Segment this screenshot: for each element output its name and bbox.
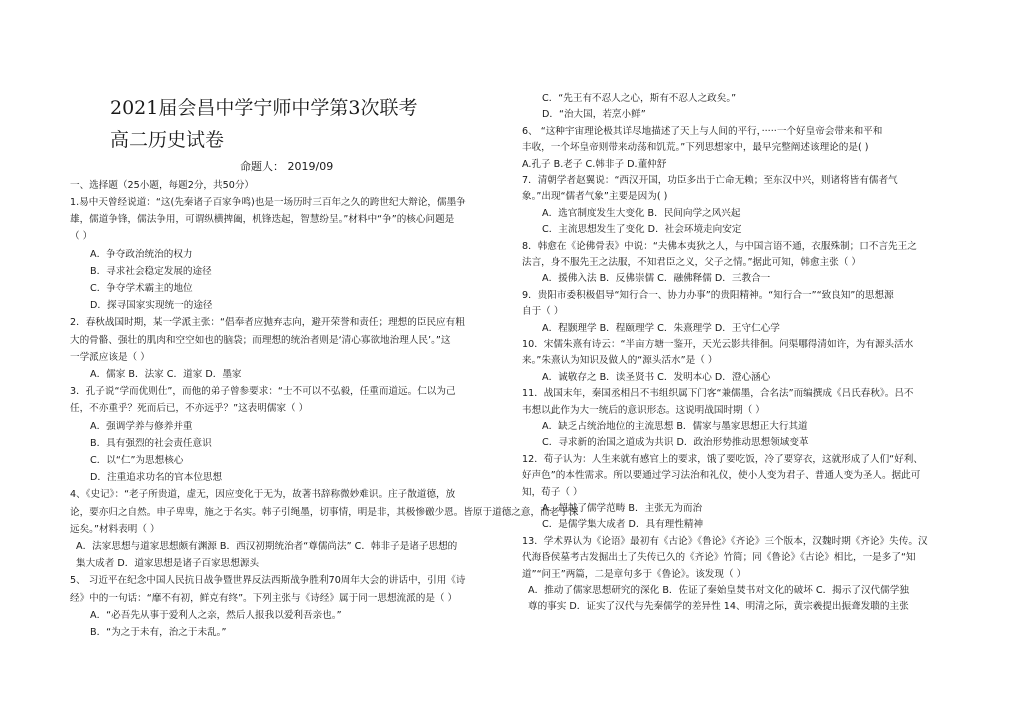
question-line: 任，不亦重乎？死而后已，不亦远乎？”这表明儒家（ ） xyxy=(70,403,309,415)
question-line: 13．学术界认为《论语》最初有《古论》《鲁论》《齐论》三个版本，汉魏时期《齐论》失传。汉 xyxy=(522,535,928,547)
question-line: A.孔子 B.老子 C.韩非子 D.董仲舒 xyxy=(522,158,667,170)
question-line: A．儒家 B．法家 C．道家 D．墨家 xyxy=(90,369,242,380)
question-line: A．选官制度发生大变化 B．民间向学之风兴起 xyxy=(542,207,741,219)
question-line: D．探寻国家实现统一的途径 xyxy=(90,300,213,312)
question-line: 7．清朝学者赵翼说：“西汉开国，功臣多出于亡命无赖；至东汉中兴，则诸将皆有儒者气 xyxy=(522,175,898,186)
question-line: A．法家思想与道家思想颇有渊源 B．西汉初期统治者“尊儒尚法” C．韩非子是诸子思想的 xyxy=(76,541,458,552)
question-line: 11．战国末年，秦国丞相吕不韦组织属下门客“兼儒墨，合名法”而编撰成《吕氏春秋》。吕不 xyxy=(522,388,914,400)
question-line: 大的骨骼、强壮的肌肉和空空如也的脑袋；而理想的统治者则是‘清心寡欲地治理人民’。”这 xyxy=(70,334,451,346)
question-line: C．争夺学术霸主的地位 xyxy=(90,283,193,294)
question-line: 雄，儒道争锋，儒法争用，可谓纵横捭阖，机锋迭起，智慧纷呈。”材料中“争”的核心问题是 xyxy=(70,214,455,226)
question-line: A．推动了儒家思想研究的深化 B．佐证了秦始皇焚书对文化的破坏 C．揭示了汉代儒学独 xyxy=(528,585,909,596)
exam-author-date: 命题人： 2019/09 xyxy=(240,160,334,173)
question-line: 法言，身不服先王之法服，不知君臣之义，父子之情。”据此可知，韩愈主张（ ） xyxy=(522,257,861,268)
question-line: 远矣。”材料表明（ ） xyxy=(70,523,160,535)
question-line: 10．宋儒朱熹有诗云：“半亩方塘一鉴开，天光云影共徘徊。问渠哪得清如许，为有源头活水 xyxy=(522,339,914,350)
question-line: 经》中的一句话：“靡不有初，鲜克有终”。下列主张与《诗经》属于同一思想流派的是（ ） xyxy=(70,592,458,604)
question-line: 来。”朱熹认为知识及做人的“源头活水”是（ ） xyxy=(522,355,718,367)
question-line: A．争夺政治统治的权力 xyxy=(90,248,193,260)
question-line: 论，要亦归之自然。申子卑卑，施之于名实。韩子引绳墨，切事情，明是非，其极惨礉少恩。皆原于道德之意，而老子深 xyxy=(70,506,579,518)
question-line: A．程颢理学 B．程颐理学 C．朱熹理学 D．王守仁心学 xyxy=(542,322,780,334)
question-line: 一学派应该是（ ） xyxy=(70,351,150,363)
question-line: 丰收，一个坏皇帝则带来动荡和饥荒。”下列思想家中，最早完整阐述该理论的是( ) xyxy=(522,142,869,154)
question-line: B．“为之于未有，治之于未乱。” xyxy=(90,627,227,638)
question-line: 4、《史记》：“老子所贵道，虚无，因应变化于无为，故著书辞称微妙难识。庄子散道德，放 xyxy=(70,489,456,501)
question-line: 象。”出现“儒者气象”主要是因为( ) xyxy=(522,191,668,203)
question-line: C．“先王有不忍人之心，斯有不忍人之政矣。” xyxy=(542,93,737,104)
question-line: 知，荀子（ ） xyxy=(522,486,583,498)
question-line: 集大成者 D．道家思想是诸子百家思想源头 xyxy=(76,558,260,570)
question-line: C．主流思想发生了变化 D．社会环境走向安定 xyxy=(542,224,742,236)
question-line: A．强调学养与修养并重 xyxy=(90,420,193,432)
question-line: 好声色”的本性需求。所以要通过学习法治和礼仪，使小人变为君子、普通人变为圣人。据此可 xyxy=(522,470,921,482)
question-line: 道”“问王”两篇，二是章句多于《鲁论》。该发现（ ） xyxy=(522,568,747,580)
section-heading: 一、选择题（25小题，每题2分，共50分） xyxy=(70,180,255,191)
question-line: 5、 习近平在纪念中国人民抗日战争暨世界反法西斯战争胜利70周年大会的讲话中，引用《诗 xyxy=(70,575,466,587)
question-line: A．援佛入法 B．反佛崇儒 C．融佛释儒 D．三教合一 xyxy=(542,273,771,285)
question-line: A．超越了儒学范畴 B．主张无为而治 xyxy=(542,503,703,514)
exam-subtitle: 高二历史试卷 xyxy=(110,129,225,151)
question-line: D．“治大国，若烹小鲜” xyxy=(542,109,646,121)
question-line: A．诚敬存之 B．读圣贤书 C．发明本心 D．澄心涵心 xyxy=(542,371,771,383)
question-line: 12．荀子认为：人生来就有感官上的要求，饿了要吃饭，冷了要穿衣，这就形成了人们“好利、 xyxy=(522,453,923,465)
question-line: C．以“仁”为思想核心 xyxy=(90,455,184,466)
question-line: D．注重追求功名的官本位思想 xyxy=(90,472,223,484)
question-line: B．具有强烈的社会责任意识 xyxy=(90,437,212,449)
question-line: 3．孔子说“学而优则仕”，而他的弟子曾参要求：“士不可以不弘毅，任重而道远。仁以为己 xyxy=(70,386,456,398)
question-line: （ ） xyxy=(70,231,93,243)
question-line: A．“必吾先从事于爱利人之亲，然后人报我以爱利吾亲也。” xyxy=(90,609,342,621)
question-line: B．寻求社会稳定发展的途径 xyxy=(90,265,212,277)
question-line: 代海昏侯墓考古发掘出土了失传已久的《齐论》竹简；同《鲁论》《古论》相比，一是多了“知 xyxy=(522,552,916,564)
exam-title: 2021届会昌中学宁师中学第3次联考 xyxy=(110,97,418,119)
question-line: 1.易中天曾经说道：“这(先秦诸子百家争鸣)也是一场历时三百年之久的跨世纪大辩论，儒墨争 xyxy=(70,197,466,208)
question-line: 尊的事实 D．证实了汉代与先秦儒学的差异性 14、明清之际，黄宗羲提出振聋发聩的主张 xyxy=(528,601,909,613)
question-line: 9．贵阳市委积极倡导“知行合一、协力办事”的贵阳精神。“知行合一”“致良知”的思想源 xyxy=(522,289,894,301)
question-line: C．是儒学集大成者 D．具有理性精神 xyxy=(542,519,704,531)
question-line: 8．韩愈在《论佛骨表》中说：“夫佛本夷狄之人，与中国言语不通，衣服殊制；口不言先王之 xyxy=(522,240,917,252)
question-line: 2．春秋战国时期，某一学派主张：“倡奉者应抛弃志向，避开荣誉和责任；理想的臣民应有粗 xyxy=(70,317,465,329)
question-line: A．缺乏占统治地位的主流思想 B．儒家与墨家思想正大行其道 xyxy=(542,421,808,432)
question-line: 6、 “这种宇宙理论极其详尽地描述了天上与人间的平行，·····一个好皇帝会带来和平和 xyxy=(522,125,883,137)
question-line: 韦想以此作为大一统后的意识形态。这说明战国时期（ ） xyxy=(522,404,765,416)
question-line: 自于（ ） xyxy=(522,306,564,318)
question-line: C．寻求新的治国之道成为共识 D．政治形势推动思想领域变革 xyxy=(542,437,809,449)
